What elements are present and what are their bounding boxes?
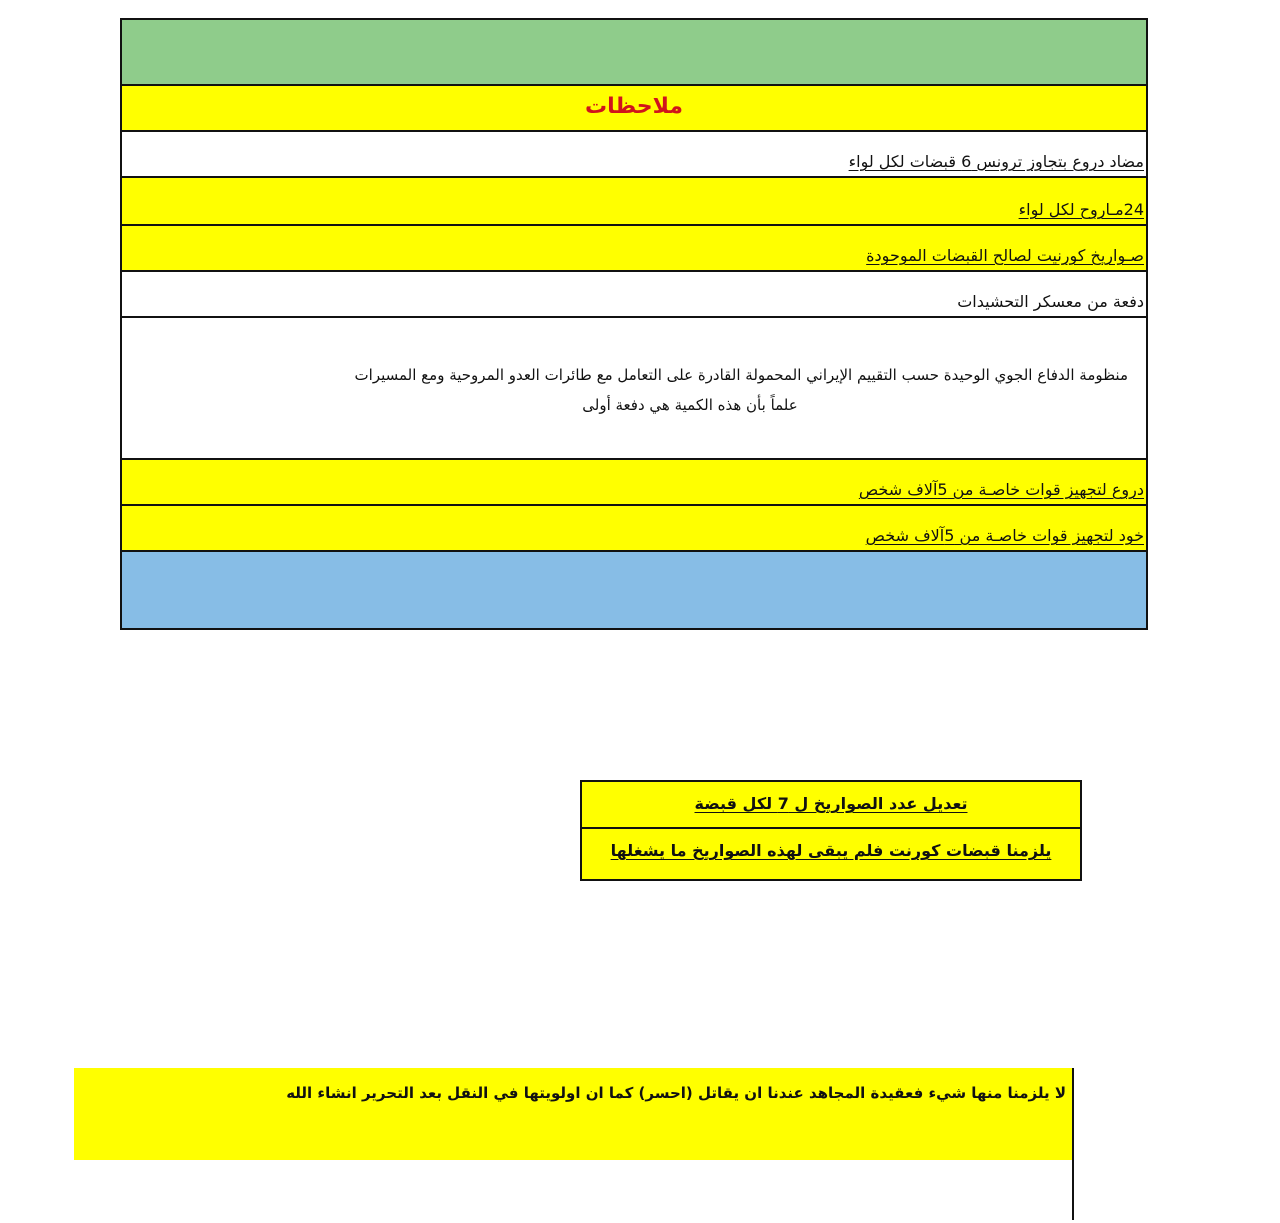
row-text: مضاد دروع بتجاوز ترونس 6 قبضات لكل لواء: [848, 152, 1144, 171]
row-text: 24مـاروح لكل لواء: [1018, 200, 1144, 219]
table-row: [122, 506, 1146, 552]
table-row: [122, 272, 1146, 318]
table-row: [122, 132, 1146, 178]
bottom-note-text: لا يلزمنا منها شيء فعقيدة المجاهد عندنا ان يقاتل (احسر) كما ان اولويتها في النقل بعد التحرير انشاء الله: [286, 1084, 1066, 1102]
note-row: [582, 829, 1080, 879]
note-row: [582, 782, 1080, 829]
title-row: [122, 86, 1146, 132]
border-line: [1072, 1150, 1074, 1220]
table-title: ملاحظات: [585, 94, 683, 119]
paragraph-line-2: علماً بأن هذه الكمية هي دفعة أولى: [582, 396, 798, 414]
note-text: يلزمنا قبضات كورنت فلم يبقى لهذه الصواريخ ما يشغلها: [610, 841, 1052, 860]
header-green-row: [122, 20, 1146, 86]
table-row: [122, 178, 1146, 226]
note-text: تعديل عدد الصواريخ ل 7 لكل قبضة: [694, 794, 968, 813]
row-text: صـواريخ كورنيت لصالح القبضات الموحودة: [866, 246, 1144, 265]
paragraph-row: [122, 318, 1146, 460]
paragraph-line-1: منظومة الدفاع الجوي الوحيدة حسب التقييم الإيراني المحمولة القادرة على التعامل مع طائرات العدو المروحية ومع المسيرات: [354, 366, 1128, 384]
table-row: [122, 460, 1146, 506]
row-text: دروع لتجهيز قوات خاصـة من 5آلاف شخص: [858, 480, 1144, 499]
note-table: [580, 780, 1082, 881]
row-text: خود لتجهيز قوات خاصـة من 5آلاف شخص: [865, 526, 1144, 545]
bottom-note-box: [74, 1068, 1074, 1160]
table-row: [122, 226, 1146, 272]
footer-blue-row: [122, 552, 1146, 628]
row-text: دفعة من معسكر التحشيدات: [957, 292, 1144, 311]
paragraph: [132, 360, 1128, 420]
notes-table: [120, 18, 1148, 630]
